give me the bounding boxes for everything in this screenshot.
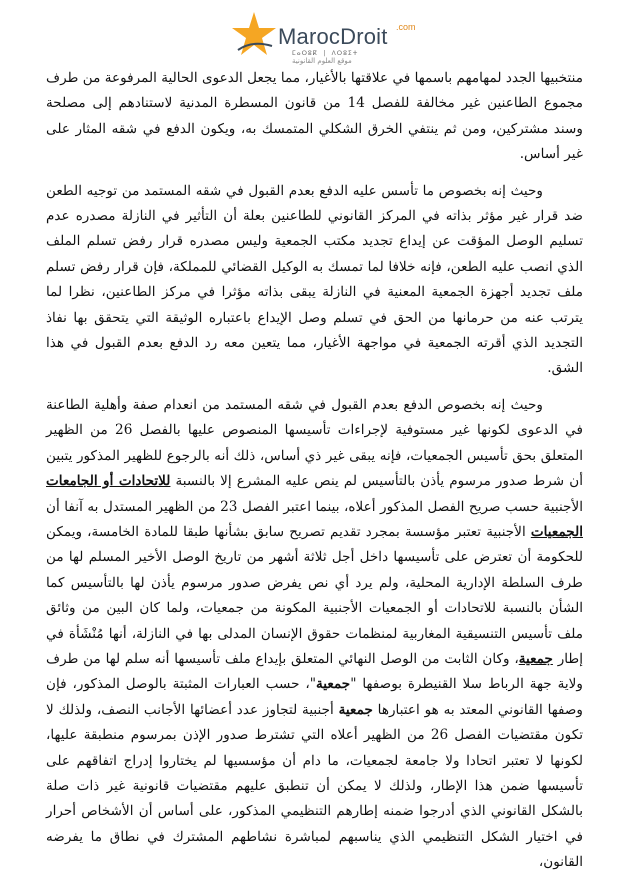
logo-tagline-latin: ⵎⴰⵔⵓⴽ | ⴷⵔⵓⵉⵜ	[292, 50, 359, 57]
logo-domain-suffix: .com	[396, 22, 416, 32]
logo-tagline-arabic: موقع العلوم القانونية	[292, 57, 352, 65]
logo-name: MarocDroit	[278, 24, 388, 49]
paragraph-text: وحيث إنه بخصوص الدفع بعدم القبول في شقه المستمد من انعدام صفة وأهلية الطاعنة في الدعوى لكونها غير مستوفية لإجراءات تأسيسها المنصوص عليها بالفصل 26 من الظهير المتعلق بحق تأسيس الجمعيات، فإنه يبقى غير ذي أساس، ذلك أنه بالرجوع للظهير المذكور يتبين أن شرط صدور مرسوم يأذن بالتأسيس لم ينص عليه المشرع إلا بالنسبة	[46, 396, 583, 490]
document-body	[46, 66, 583, 876]
emphasized-term: جمعية	[338, 701, 373, 718]
paragraph-text: ، وكان الثابت من الوصل النهائي المتعلق بإيداع ملف تأسيسها أنه سلم لها من طرف ولاية جهة الرباط سلا القنيطرة بوصفها "	[46, 650, 583, 693]
paragraph	[46, 393, 583, 876]
paragraph-text: "، حسب العبارات المثبتة بالوصل المذكور، فإن وصفها القانوني المعتد به هو اعتبارها	[46, 676, 583, 718]
emphasized-term: جمعية	[316, 676, 351, 693]
emphasized-term: جمعية	[518, 650, 553, 667]
emphasized-term: للاتحادات أو الجامعات	[46, 473, 171, 490]
paragraph-text: وحيث إنه بخصوص ما تأسس عليه الدفع بعدم القبول في شقه المستمد من توجيه الطعن ضد قرار غير مؤثر بذاته في المركز القانوني للطاعنين بعلة أن التأثير في النازلة مصدره عدم تسليم الوصل المؤقت عن إيداع تجديد مكتب الجمعية وليس مصدره قرار رفض تسلم الملف الذي انصب عليه الطعن، فإنه خلافا لما تمسك به الوكيل القضائي للمملكة، فإن قرار رفض تسلم ملف تجديد أجهزة الجمعية المعنية في النازلة يبقى بذاته مؤثرا في مركز الطاعنين، نظرا لما يترتب عنه من حرمانها من الحق في تسلم وصل الإيداع باعتباره الوثيقة التي يتحقق بها نفاذ التجديد الذي أقرته الجمعية في مواجهة الأغيار، مما يتعين معه رد الدفع بعدم القبول في هذا الشق.	[46, 182, 583, 377]
paragraph	[46, 179, 583, 382]
paragraph-text: أجنبية لتجاوز عدد أعضائها الأجانب النصف، ولذلك لا تكون مقتضيات الفصل 26 من الظهير أعلاه التي تشترط صدور الإذن بمرسوم منطبقة عليها، لكونها لا تعتبر اتحادا ولا جامعة لجمعيات، ما دام أن مؤسسيها لم يختاروا إدراج اتفاقهم على تأسيسها ضمن هذا الإطار، ولذلك لا يمكن أن تنطبق عليهم مقتضيات قانونية غير ذات صلة بالشكل القانوني الذي أدرجوا ضمنه إطارهم التنظيمي المذكور، على أساس أن الأشخاص أحرار في اختيار الشكل التنظيمي الذي يناسبهم لمباشرة نشاطهم المشترك في نطاق ما يفرضه القانون،	[46, 701, 583, 871]
star-logo-icon	[232, 10, 280, 60]
paragraph-text: منتخبيها الجدد لمهامهم باسمها في علاقتها بالأغيار، مما يجعل الدعوى الحالية المرفوعة من طرف مجموع الطاعنين غير مخالفة للفصل 14 من قانون المسطرة المدنية لاستنادهم إلى مصلحة وسند مشتركين، ومن ثم ينتفي الخرق الشكلي المتمسك به، ويكون الدفع في شقه المثار على غير أساس.	[46, 70, 583, 163]
paragraph-text: الأجنبية حسب صريح الفصل المذكور أعلاه، بينما اعتبر الفصل 23 من الظهير المستدل به آنفا أن	[46, 498, 583, 515]
site-logo	[232, 10, 416, 66]
paragraph-text: الأجنبية تعتبر مؤسسة بمجرد تقديم تصريح سابق بشأنها طبقا للمادة الخامسة، ويمكن للحكومة أن تعترض على تأسيسها داخل أجل ثلاثة أشهر من تاريخ الوصل الأخير المسلم لها من طرف السلطة الإدارية المحلية، ولم يرد أي نص يفرض صدور مرسوم يأذن لها بالتأسيس كما الشأن بالنسبة للاتحادات أو الجمعيات الأجنبية المكونة من جمعيات، ولما كان البين من وثائق ملف تأسيس التنسيقية المغاربية لمنظمات حقوق الإنسان المدلى بها في النازلة، أنها مُنْشَأة في إطار	[46, 523, 583, 667]
emphasized-term: الجمعيات	[530, 523, 583, 540]
paragraph	[46, 66, 583, 168]
